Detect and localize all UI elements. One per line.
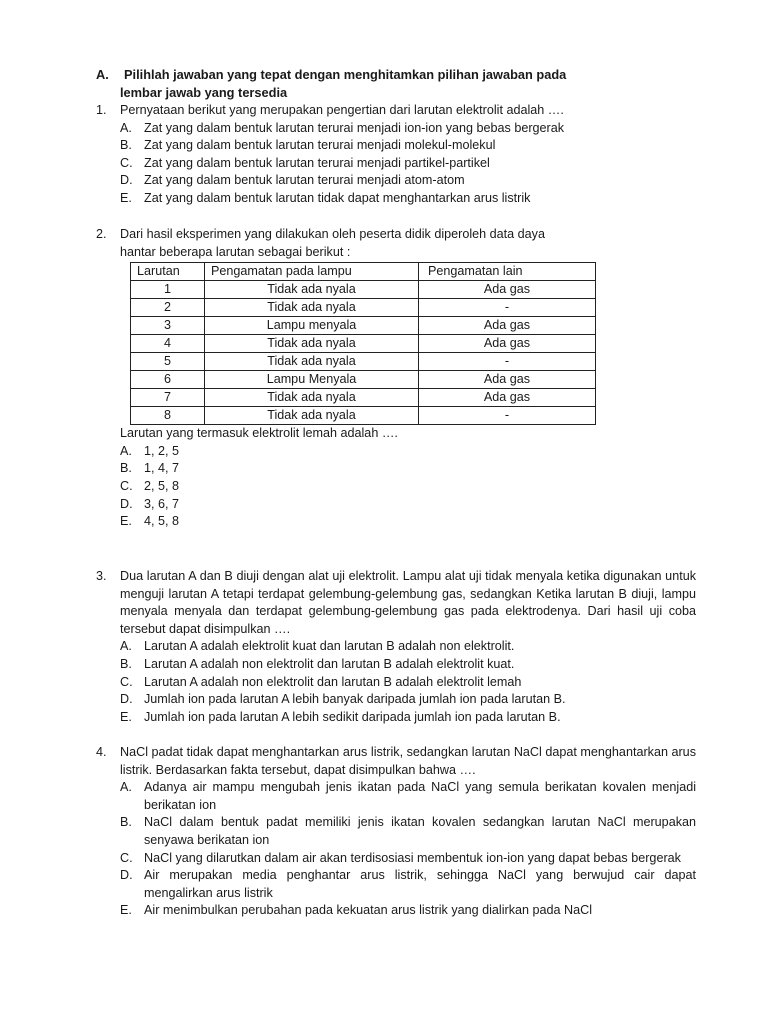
option-letter: E. [120, 903, 132, 918]
table-cell: Ada gas [419, 281, 596, 299]
option-text: 3, 6, 7 [144, 496, 180, 511]
option-e [120, 513, 696, 531]
column-header: Larutan [131, 263, 205, 281]
table-row [131, 317, 596, 335]
option-d [120, 172, 696, 190]
option-text: Jumlah ion pada larutan A lebih banyak daripada jumlah ion pada larutan B. [144, 692, 566, 707]
option-letter: E. [120, 709, 132, 724]
question-4 [96, 744, 696, 920]
question-stem: NaCl padat tidak dapat menghantarkan arus listrik, sedangkan larutan NaCl dapat menghantarkan arus listrik. Berdasarkan fakta tersebut, dapat disimpulkan bahwa …. [120, 745, 696, 777]
section-title-line2: lembar jawab yang tersedia [120, 84, 288, 100]
option-a [120, 443, 696, 461]
option-letter: A. [120, 120, 132, 135]
option-letter: A. [120, 639, 132, 654]
section-title-line1: Pilihlah jawaban yang tepat dengan menghitamkan pilihan jawaban pada [124, 67, 567, 82]
column-header: Pengamatan pada lampu [205, 263, 419, 281]
option-e [120, 902, 696, 920]
question-number: 3. [96, 569, 107, 583]
table-cell: Lampu Menyala [205, 371, 419, 389]
option-a [120, 638, 696, 656]
table-cell: Tidak ada nyala [205, 299, 419, 317]
question-stem-line2: hantar beberapa larutan sebagai berikut : [120, 244, 351, 259]
option-text: Zat yang dalam bentuk larutan tidak dapat menghantarkan arus listrik [144, 190, 531, 205]
question-stem: Dua larutan A dan B diuji dengan alat uji elektrolit. Lampu alat uji tidak menyala ketika digunakan untuk menguji larutan A tetapi terdapat gelembung-gelembung gas, sedangkan Ketika larutan B diuji, lampu menyala menyala dan terdapat gelembung-gelembung gas pada elektrodenya. Dari hasil uji coba tersebut dapat disimpulkan …. [120, 569, 696, 636]
table-cell: 6 [131, 371, 205, 389]
option-letter: B. [120, 815, 132, 830]
option-a [120, 779, 696, 814]
table-cell: 7 [131, 389, 205, 407]
question-3 [96, 568, 696, 726]
table-cell: - [419, 299, 596, 317]
table-header-row [131, 263, 596, 281]
option-c [120, 674, 696, 692]
question-prompt: Larutan yang termasuk elektrolit lemah adalah …. [120, 426, 398, 441]
option-text: Zat yang dalam bentuk larutan terurai menjadi molekul-molekul [144, 138, 496, 153]
option-c [120, 478, 696, 496]
question-number: 2. [96, 227, 107, 241]
option-letter: D. [120, 868, 133, 883]
option-text: Zat yang dalam bentuk larutan terurai menjadi ion-ion yang bebas bergerak [144, 120, 565, 135]
option-e [120, 709, 696, 727]
option-letter: A. [120, 780, 132, 795]
table-cell: Tidak ada nyala [205, 281, 419, 299]
table-cell: Ada gas [419, 335, 596, 353]
table-row [131, 371, 596, 389]
option-d [120, 691, 696, 709]
option-d [120, 867, 696, 902]
option-e [120, 190, 696, 208]
table-cell: 4 [131, 335, 205, 353]
option-letter: C. [120, 155, 133, 170]
option-letter: B. [120, 656, 132, 671]
table-cell: Ada gas [419, 317, 596, 335]
option-letter: D. [120, 496, 133, 511]
table-row [131, 407, 596, 425]
option-text: Larutan A adalah non elektrolit dan larutan B adalah elektrolit lemah [144, 674, 522, 689]
option-text: Air merupakan media penghantar arus listrik, sehingga NaCl yang berwujud cair dapat mengalirkan arus listrik [144, 868, 696, 900]
option-letter: C. [120, 850, 133, 865]
table-cell: - [419, 407, 596, 425]
option-c [120, 155, 696, 173]
option-b [120, 137, 696, 155]
table-cell: 1 [131, 281, 205, 299]
option-text: Adanya air mampu mengubah jenis ikatan pada NaCl yang semula berikatan kovalen menjadi berikatan ion [144, 780, 696, 812]
option-text: 4, 5, 8 [144, 514, 180, 529]
column-header: Pengamatan lain [419, 263, 596, 281]
table-cell: Lampu menyala [205, 317, 419, 335]
option-text: NaCl yang dilarutkan dalam air akan terdisosiasi membentuk ion-ion yang dapat bebas bergerak [144, 850, 681, 865]
table-row [131, 281, 596, 299]
option-letter: B. [120, 138, 132, 153]
table-cell: Ada gas [419, 371, 596, 389]
table-cell: Tidak ada nyala [205, 353, 419, 371]
table-cell: 2 [131, 299, 205, 317]
option-text: Zat yang dalam bentuk larutan terurai menjadi atom-atom [144, 173, 465, 188]
table-cell: Tidak ada nyala [205, 389, 419, 407]
option-text: Air menimbulkan perubahan pada kekuatan arus listrik yang dialirkan pada NaCl [144, 903, 593, 918]
option-letter: D. [120, 173, 133, 188]
question-1 [96, 102, 696, 208]
option-d [120, 496, 696, 514]
option-text: 1, 2, 5 [144, 443, 180, 458]
table-cell: 8 [131, 407, 205, 425]
option-b [120, 814, 696, 849]
option-text: NaCl dalam bentuk padat memiliki jenis ikatan kovalen sedangkan larutan NaCl merupakan senyawa berikatan ion [144, 815, 696, 847]
option-letter: C. [120, 478, 133, 493]
option-b [120, 656, 696, 674]
question-stem: Pernyataan berikut yang merupakan pengertian dari larutan elektrolit adalah …. [120, 103, 564, 117]
table-cell: Tidak ada nyala [205, 335, 419, 353]
question-number: 4. [96, 745, 107, 759]
data-table [130, 262, 596, 425]
table-cell: Ada gas [419, 389, 596, 407]
option-letter: B. [120, 461, 132, 476]
question-stem-line1: Dari hasil eksperimen yang dilakukan oleh peserta didik diperoleh data daya [120, 227, 545, 241]
table-cell: 3 [131, 317, 205, 335]
option-text: Larutan A adalah non elektrolit dan larutan B adalah elektrolit kuat. [144, 656, 515, 671]
option-text: Jumlah ion pada larutan A lebih sedikit daripada jumlah ion pada larutan B. [144, 709, 561, 724]
option-text: Larutan A adalah elektrolit kuat dan larutan B adalah non elektrolit. [144, 639, 515, 654]
option-letter: E. [120, 514, 132, 529]
option-text: 2, 5, 8 [144, 478, 180, 493]
option-letter: E. [120, 190, 132, 205]
table-cell: - [419, 353, 596, 371]
section-label: A. [96, 67, 109, 82]
option-a [120, 120, 696, 138]
option-b [120, 460, 696, 478]
option-letter: C. [120, 674, 133, 689]
option-text: 1, 4, 7 [144, 461, 180, 476]
table-row [131, 389, 596, 407]
question-2 [96, 226, 696, 531]
table-row [131, 353, 596, 371]
option-c [120, 850, 696, 868]
section-heading [96, 66, 696, 101]
option-letter: D. [120, 692, 133, 707]
option-text: Zat yang dalam bentuk larutan terurai menjadi partikel-partikel [144, 155, 490, 170]
table-cell: 5 [131, 353, 205, 371]
question-number: 1. [96, 103, 107, 117]
option-letter: A. [120, 443, 132, 458]
table-row [131, 299, 596, 317]
table-row [131, 335, 596, 353]
table-cell: Tidak ada nyala [205, 407, 419, 425]
